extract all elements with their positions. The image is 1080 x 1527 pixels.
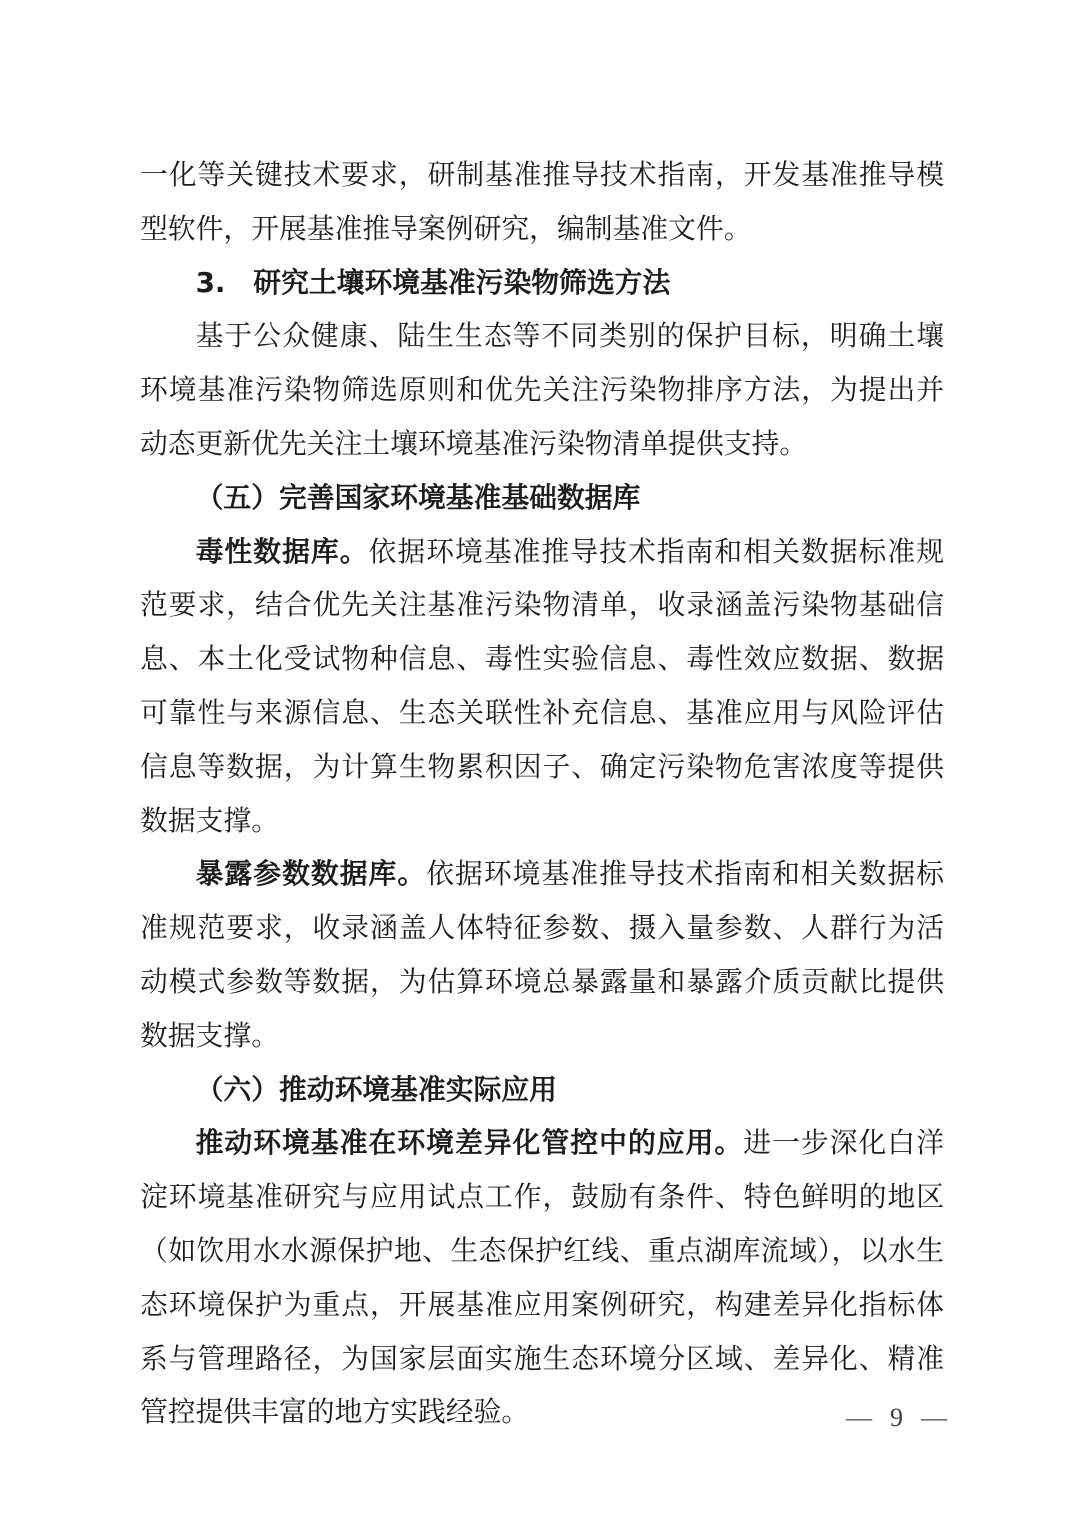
paragraph-text: 依据环境基准推导技术指南和相关数据标准规范要求，结合优先关注基准污染物清单，收录涵盖污染物基础信息、本土化受试物种信息、毒性实验信息、毒性效应数据、数据可靠性与来源信息、生态关联性补充信息、基准应用与风险评估信息等数据，为计算生物累积因子、确定污染物危害浓度等提供数据支撑。 — [140, 534, 944, 837]
page-footer — [846, 1402, 947, 1434]
paragraph-text: 一化等关键技术要求，研制基准推导技术指南，开发基准推导模型软件，开展基准推导案例研究，编制基准文件。 — [140, 158, 944, 245]
paragraph-text: 依据环境基准推导技术指南和相关数据标准规范要求，收录涵盖人体特征参数、摄入量参数、人群行为活动模式参数等数据，为估算环境总暴露量和暴露介质贡献比提供数据支撑。 — [140, 857, 944, 1052]
heading-text: 3. 研究土壤环境基准污染物筛选方法 — [195, 265, 671, 299]
page-number: 9 — [890, 1403, 903, 1432]
paragraph-soil-screening — [140, 309, 944, 470]
paragraph-text: 基于公众健康、陆生生态等不同类别的保护目标，明确土壤环境基准污染物筛选原则和优先关注污染物排序方法，为提出并动态更新优先关注土壤环境基准污染物清单提供支持。 — [140, 319, 944, 460]
footer-dash-left: — — [846, 1403, 872, 1432]
heading-text: （六）推动环境基准实际应用 — [195, 1072, 557, 1106]
paragraph-continuation — [140, 148, 944, 256]
paragraph-exposure-database — [140, 847, 944, 1062]
document-content — [140, 148, 944, 1439]
paragraph-lead-bold: 毒性数据库。 — [195, 534, 369, 568]
footer-dash-right: — — [921, 1403, 947, 1432]
paragraph-lead-bold: 暴露参数数据库。 — [195, 857, 427, 891]
heading-section-5-database — [140, 471, 944, 525]
paragraph-lead-bold: 推动环境基准在环境差异化管控中的应用。 — [195, 1126, 744, 1160]
paragraph-text: 进一步深化白洋淀环境基准研究与应用试点工作，鼓励有条件、特色鲜明的地区（如饮用水水源保护地、生态保护红线、重点湖库流域），以水生态环境保护为重点，开展基准应用案例研究，构建差异化指标体系与管理路径，为国家层面实施生态环境分区域、差异化、精准管控提供丰富的地方实践经验。 — [140, 1126, 944, 1429]
paragraph-differentiated-control — [140, 1116, 944, 1439]
heading-text: （五）完善国家环境基准基础数据库 — [195, 480, 641, 514]
heading-item-3-soil-screening — [140, 256, 944, 310]
paragraph-toxicity-database — [140, 525, 944, 848]
heading-section-6-application — [140, 1063, 944, 1117]
